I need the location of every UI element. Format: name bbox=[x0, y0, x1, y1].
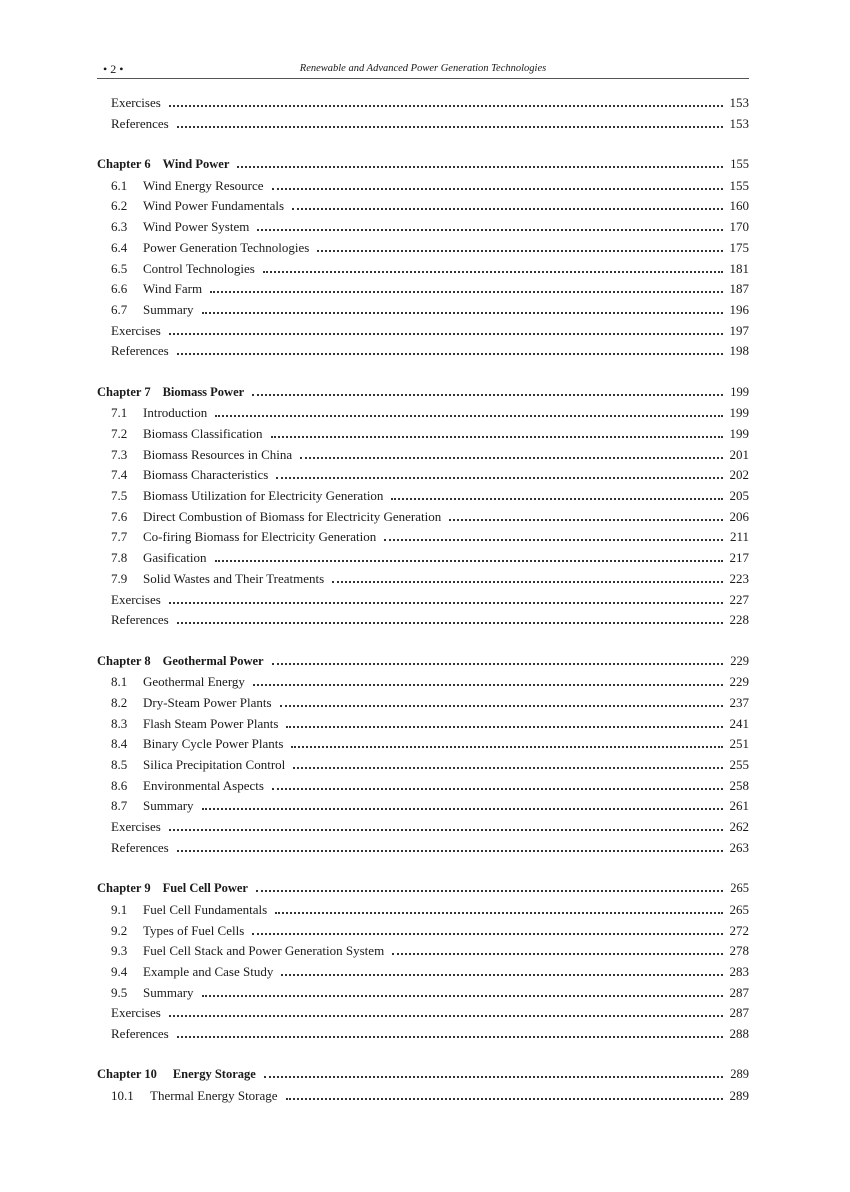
page-ref: 196 bbox=[729, 301, 749, 317]
entry-title: Wind Farm bbox=[143, 281, 203, 297]
entry-title: References bbox=[111, 612, 169, 628]
section-number: 6.2 bbox=[111, 198, 128, 214]
page-header bbox=[97, 62, 749, 79]
entry-title: Power Generation Technologies bbox=[143, 239, 310, 255]
dot-leader bbox=[202, 995, 723, 997]
page-ref: 205 bbox=[729, 488, 749, 504]
page-ref: 160 bbox=[729, 198, 749, 214]
toc-entry-row[interactable] bbox=[97, 695, 749, 716]
page-ref: 228 bbox=[729, 612, 749, 628]
dot-leader bbox=[300, 457, 723, 459]
toc-entry-row[interactable] bbox=[97, 447, 749, 468]
page-ref: 217 bbox=[729, 550, 749, 566]
toc-entry-row[interactable] bbox=[97, 757, 749, 778]
page-ref: 251 bbox=[729, 736, 749, 752]
dot-leader bbox=[237, 166, 723, 168]
page-ref: 289 bbox=[730, 1067, 749, 1082]
dot-leader bbox=[169, 1015, 723, 1017]
dot-leader bbox=[286, 1098, 723, 1100]
section-number: 8.7 bbox=[111, 798, 128, 814]
toc-entry-row[interactable] bbox=[97, 592, 749, 613]
section-number: 9.1 bbox=[111, 901, 128, 917]
chapter-number: Chapter 9 bbox=[97, 881, 151, 896]
page-ref: 175 bbox=[729, 239, 749, 255]
entry-title: Introduction bbox=[143, 405, 208, 421]
dot-leader bbox=[177, 850, 723, 852]
entry-title: Co-firing Biomass for Electricity Generation bbox=[143, 529, 377, 545]
section-number: 9.3 bbox=[111, 943, 128, 959]
page-ref: 289 bbox=[729, 1088, 749, 1103]
toc-entry-row[interactable] bbox=[97, 240, 749, 261]
dot-leader bbox=[272, 788, 723, 790]
page-ref: 265 bbox=[729, 901, 749, 917]
toc-entry-row[interactable] bbox=[97, 778, 749, 799]
section-number: 8.6 bbox=[111, 777, 128, 793]
section-number: 7.4 bbox=[111, 467, 128, 483]
page-ref: 255 bbox=[729, 757, 749, 772]
toc-entry-row[interactable] bbox=[97, 612, 749, 633]
page-ref: 199 bbox=[729, 405, 749, 421]
entry-title: Exercises bbox=[111, 591, 161, 607]
entry-title: Fuel Cell Stack and Power Generation System bbox=[143, 943, 385, 959]
section-number: 10.1 bbox=[111, 1088, 134, 1103]
page-ref: 287 bbox=[729, 984, 749, 1000]
dot-leader bbox=[271, 436, 723, 438]
section-number: 9.4 bbox=[111, 963, 128, 979]
dot-leader bbox=[264, 1076, 723, 1078]
toc-entry-row[interactable] bbox=[97, 798, 749, 819]
toc-entry-row[interactable] bbox=[97, 902, 749, 923]
entry-title: Thermal Energy Storage bbox=[150, 1088, 278, 1103]
dot-leader bbox=[272, 663, 723, 665]
page-ref: 155 bbox=[729, 177, 749, 193]
page-ref: 206 bbox=[729, 508, 749, 524]
entry-title: Control Technologies bbox=[143, 260, 255, 276]
page-ref: 262 bbox=[729, 819, 749, 835]
page-number: • 2 • bbox=[103, 62, 124, 76]
entry-title: References bbox=[111, 839, 169, 855]
dot-leader bbox=[177, 126, 723, 128]
dot-leader bbox=[169, 105, 723, 107]
running-title: Renewable and Advanced Power Generation Technologies bbox=[299, 63, 547, 74]
entry-title: Example and Case Study bbox=[143, 963, 274, 979]
dot-leader bbox=[202, 312, 723, 314]
entry-title: Exercises bbox=[111, 1005, 161, 1021]
entry-title: Biomass Power bbox=[162, 384, 245, 399]
dot-leader bbox=[292, 208, 723, 210]
entry-title: Summary bbox=[143, 984, 194, 1000]
dot-leader bbox=[177, 622, 723, 624]
toc-entry-row[interactable] bbox=[97, 736, 749, 757]
dot-leader bbox=[392, 953, 723, 955]
toc-chapter-row[interactable] bbox=[97, 157, 749, 178]
entry-title: Geothermal Energy bbox=[143, 674, 245, 690]
dot-leader bbox=[210, 291, 723, 293]
section-number: 7.6 bbox=[111, 508, 128, 524]
toc-chapter-row[interactable] bbox=[97, 881, 749, 902]
toc-entry-row[interactable] bbox=[97, 964, 749, 985]
dot-leader bbox=[391, 498, 723, 500]
entry-title: Exercises bbox=[111, 819, 161, 835]
page-ref: 197 bbox=[729, 322, 749, 338]
section-number: 7.5 bbox=[111, 488, 128, 504]
toc-entry-row[interactable] bbox=[97, 1088, 749, 1109]
section-number: 7.3 bbox=[111, 446, 128, 462]
dot-leader bbox=[263, 271, 723, 273]
dot-leader bbox=[215, 560, 723, 562]
entry-title: Summary bbox=[143, 798, 194, 814]
page-ref: 258 bbox=[729, 777, 749, 793]
dot-leader bbox=[275, 912, 723, 914]
section-number: 6.3 bbox=[111, 219, 128, 235]
dot-leader bbox=[252, 933, 723, 935]
page-ref: 272 bbox=[729, 922, 749, 938]
dot-leader bbox=[293, 767, 723, 769]
toc-chapter-row[interactable] bbox=[97, 1067, 749, 1088]
section-number: 7.1 bbox=[111, 405, 128, 421]
entry-title: Wind Energy Resource bbox=[143, 177, 264, 193]
toc-entry-row[interactable] bbox=[97, 529, 749, 550]
chapter-number: Chapter 6 bbox=[97, 157, 151, 172]
entry-title: Dry-Steam Power Plants bbox=[143, 694, 272, 710]
entry-title: References bbox=[111, 343, 169, 359]
section-number: 7.9 bbox=[111, 570, 128, 586]
dot-leader bbox=[202, 808, 723, 810]
toc-entry-row[interactable] bbox=[97, 819, 749, 840]
table-of-contents bbox=[97, 95, 749, 1109]
page-ref: 170 bbox=[729, 219, 749, 235]
page-ref: 155 bbox=[730, 157, 749, 172]
entry-title: Biomass Utilization for Electricity Generation bbox=[143, 488, 384, 504]
toc-entry-row[interactable] bbox=[97, 716, 749, 737]
dot-leader bbox=[317, 250, 723, 252]
entry-title: References bbox=[111, 115, 169, 131]
section-number: 7.8 bbox=[111, 550, 128, 566]
section-gap bbox=[97, 136, 749, 157]
dot-leader bbox=[169, 602, 723, 604]
page-ref: 201 bbox=[729, 446, 749, 462]
page-ref: 199 bbox=[730, 384, 749, 399]
section-number: 8.1 bbox=[111, 674, 128, 690]
toc-entry-row[interactable] bbox=[97, 550, 749, 571]
entry-title: Gasification bbox=[143, 550, 207, 566]
dot-leader bbox=[257, 229, 723, 231]
toc-entry-row[interactable] bbox=[97, 281, 749, 302]
page-ref: 287 bbox=[729, 1005, 749, 1021]
page-ref: 283 bbox=[729, 963, 749, 979]
entry-title: Summary bbox=[143, 301, 194, 317]
entry-title: Fuel Cell Fundamentals bbox=[143, 901, 268, 917]
page-ref: 237 bbox=[729, 694, 749, 710]
toc-entry-row[interactable] bbox=[97, 302, 749, 323]
entry-title: Wind Power bbox=[162, 157, 230, 172]
page-ref: 181 bbox=[729, 260, 749, 276]
toc-entry-row[interactable] bbox=[97, 509, 749, 530]
toc-entry-row[interactable] bbox=[97, 571, 749, 592]
toc-chapter-row[interactable] bbox=[97, 654, 749, 675]
toc-entry-row[interactable] bbox=[97, 488, 749, 509]
section-gap bbox=[97, 1047, 749, 1068]
toc-entry-row[interactable] bbox=[97, 95, 749, 116]
page-ref: 278 bbox=[729, 943, 749, 959]
section-number: 6.1 bbox=[111, 177, 128, 193]
page-ref: 229 bbox=[729, 674, 749, 690]
entry-title: Exercises bbox=[111, 322, 161, 338]
toc-entry-row[interactable] bbox=[97, 1005, 749, 1026]
page-ref: 223 bbox=[729, 570, 749, 586]
page-ref: 227 bbox=[729, 591, 749, 607]
toc-entry-row[interactable] bbox=[97, 467, 749, 488]
page-ref: 211 bbox=[729, 529, 749, 545]
section-number: 8.5 bbox=[111, 757, 128, 772]
dot-leader bbox=[272, 188, 723, 190]
section-number: 7.7 bbox=[111, 529, 128, 545]
toc-entry-row[interactable] bbox=[97, 261, 749, 282]
entry-title: Biomass Resources in China bbox=[143, 446, 293, 462]
page-ref: 288 bbox=[729, 1025, 749, 1041]
section-number: 8.4 bbox=[111, 736, 128, 752]
page-ref: 202 bbox=[729, 467, 749, 483]
dot-leader bbox=[286, 726, 723, 728]
chapter-number: Chapter 10 bbox=[97, 1067, 157, 1082]
dot-leader bbox=[177, 353, 723, 355]
section-gap bbox=[97, 633, 749, 654]
dot-leader bbox=[253, 684, 723, 686]
entry-title: Biomass Characteristics bbox=[143, 467, 269, 483]
entry-title: Wind Power System bbox=[143, 219, 250, 235]
toc-entry-row[interactable] bbox=[97, 178, 749, 199]
section-gap bbox=[97, 364, 749, 385]
toc-entry-row[interactable] bbox=[97, 198, 749, 219]
dot-leader bbox=[280, 705, 723, 707]
dot-leader bbox=[169, 829, 723, 831]
section-number: 8.2 bbox=[111, 694, 128, 710]
entry-title: Types of Fuel Cells bbox=[143, 922, 245, 938]
dot-leader bbox=[276, 477, 723, 479]
section-number: 7.2 bbox=[111, 426, 128, 441]
page-ref: 198 bbox=[729, 343, 749, 359]
dot-leader bbox=[177, 1036, 723, 1038]
toc-entry-row[interactable] bbox=[97, 674, 749, 695]
page-ref: 153 bbox=[729, 95, 749, 110]
page-ref: 241 bbox=[729, 715, 749, 731]
entry-title: Environmental Aspects bbox=[143, 777, 264, 793]
entry-title: Fuel Cell Power bbox=[162, 881, 248, 896]
page-ref: 229 bbox=[730, 653, 749, 668]
toc-entry-row[interactable] bbox=[97, 219, 749, 240]
entry-title: Energy Storage bbox=[172, 1067, 256, 1082]
entry-title: Biomass Classification bbox=[143, 426, 263, 441]
page-ref: 187 bbox=[729, 281, 749, 297]
entry-title: Binary Cycle Power Plants bbox=[143, 736, 284, 752]
section-number: 6.6 bbox=[111, 281, 128, 297]
entry-title: Geothermal Power bbox=[162, 653, 264, 668]
toc-entry-row[interactable] bbox=[97, 323, 749, 344]
dot-leader bbox=[449, 519, 723, 521]
dot-leader bbox=[281, 974, 723, 976]
chapter-number: Chapter 8 bbox=[97, 653, 151, 668]
page-ref: 153 bbox=[729, 115, 749, 131]
section-number: 8.3 bbox=[111, 715, 128, 731]
entry-title: Flash Steam Power Plants bbox=[143, 715, 279, 731]
chapter-number: Chapter 7 bbox=[97, 384, 151, 399]
section-number: 9.2 bbox=[111, 922, 128, 938]
page-ref: 199 bbox=[729, 426, 749, 441]
toc-chapter-row[interactable] bbox=[97, 385, 749, 406]
entry-title: Exercises bbox=[111, 95, 161, 110]
toc-entry-row[interactable] bbox=[97, 840, 749, 861]
entry-title: Direct Combustion of Biomass for Electricity Generation bbox=[143, 508, 442, 524]
dot-leader bbox=[384, 539, 723, 541]
toc-entry-row[interactable] bbox=[97, 116, 749, 137]
section-number: 6.7 bbox=[111, 301, 128, 317]
section-gap bbox=[97, 860, 749, 881]
dot-leader bbox=[332, 581, 723, 583]
toc-entry-row[interactable] bbox=[97, 943, 749, 964]
toc-entry-row[interactable] bbox=[97, 426, 749, 447]
page-ref: 263 bbox=[729, 839, 749, 855]
entry-title: Silica Precipitation Control bbox=[143, 757, 286, 772]
dot-leader bbox=[256, 890, 723, 892]
dot-leader bbox=[252, 394, 723, 396]
section-number: 6.4 bbox=[111, 239, 128, 255]
toc-entry-row[interactable] bbox=[97, 985, 749, 1006]
toc-entry-row[interactable] bbox=[97, 1026, 749, 1047]
toc-entry-row[interactable] bbox=[97, 405, 749, 426]
section-number: 6.5 bbox=[111, 260, 128, 276]
entry-title: References bbox=[111, 1025, 169, 1041]
dot-leader bbox=[291, 746, 723, 748]
page-ref: 265 bbox=[730, 881, 749, 896]
dot-leader bbox=[215, 415, 723, 417]
entry-title: Wind Power Fundamentals bbox=[143, 198, 285, 214]
toc-entry-row[interactable] bbox=[97, 343, 749, 364]
toc-entry-row[interactable] bbox=[97, 923, 749, 944]
page-ref: 261 bbox=[729, 798, 749, 814]
entry-title: Solid Wastes and Their Treatments bbox=[143, 570, 325, 586]
section-number: 9.5 bbox=[111, 984, 128, 1000]
dot-leader bbox=[169, 333, 723, 335]
